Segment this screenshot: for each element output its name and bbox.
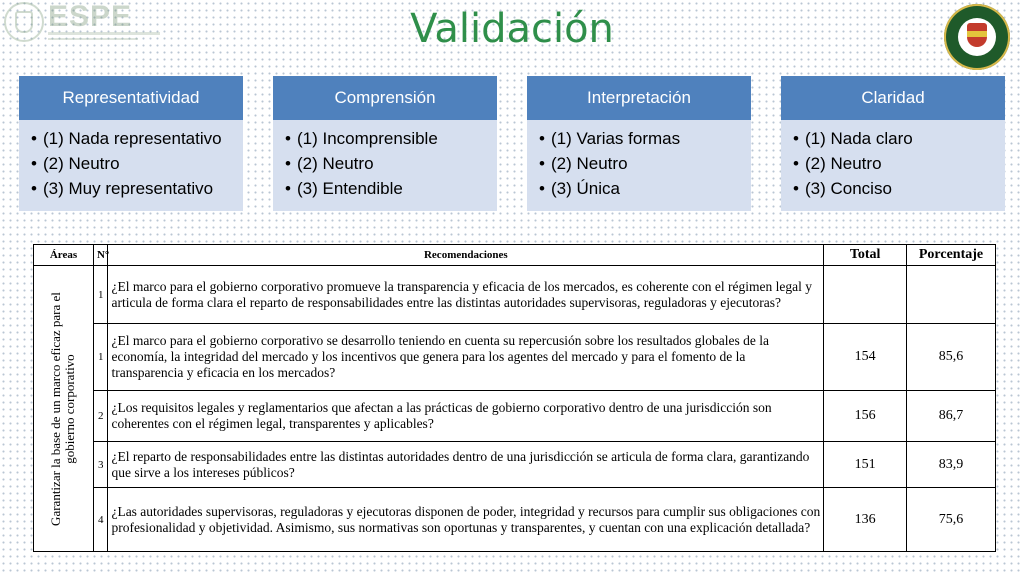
table-row xyxy=(34,324,996,391)
card-title: Representatividad xyxy=(19,76,243,120)
header-porcentaje: Porcentaje xyxy=(907,245,996,266)
table-row xyxy=(34,391,996,442)
header-recomendaciones: Recomendaciones xyxy=(108,245,824,266)
row-recommendation: ¿Las autoridades supervisoras, reguladoras y ejecutoras disponen de poder, integridad y recursos para cumplir sus obligaciones con profesionalidad y objetividad. Asimismo, sus normativas son oportunas y transparentes, y cuentan con una explicación detallada? xyxy=(108,488,824,552)
card-item: • (3) Única xyxy=(539,179,620,198)
row-percentage xyxy=(907,266,996,324)
card-item: • (1) Incomprensible xyxy=(285,129,438,148)
card-item: • (3) Entendible xyxy=(285,179,403,198)
area-cell xyxy=(34,266,94,552)
card-list xyxy=(273,120,497,201)
row-total: 136 xyxy=(824,488,907,552)
row-recommendation: ¿El marco para el gobierno corporativo se desarrollo teniendo en cuenta su repercusión sobre los resultados globales de la economía, la integridad del mercado y los incentivos que genera para los agentes del mercado y para el fomento de la transparencia y eficacia en los mercados? xyxy=(108,324,824,391)
card-list xyxy=(527,120,751,201)
card-interpretacion xyxy=(527,76,751,211)
card-list xyxy=(19,120,243,201)
area-label: Garantizar la base de un marco eficaz para el gobierno corporativo xyxy=(48,291,78,526)
card-item: • (2) Neutro xyxy=(285,154,374,173)
card-claridad xyxy=(781,76,1005,211)
table-row xyxy=(34,488,996,552)
card-comprension xyxy=(273,76,497,211)
row-total: 154 xyxy=(824,324,907,391)
recommendations-table xyxy=(33,244,996,552)
logo-text: ESPE xyxy=(48,0,133,33)
header-areas: Áreas xyxy=(34,245,94,266)
card-title: Claridad xyxy=(781,76,1005,120)
row-total: 151 xyxy=(824,442,907,488)
row-percentage: 83,9 xyxy=(907,442,996,488)
card-representatividad xyxy=(19,76,243,211)
university-seal-icon xyxy=(944,4,1010,70)
row-number: 4 xyxy=(93,488,107,552)
row-number: 1 xyxy=(93,324,107,391)
row-number: 3 xyxy=(93,442,107,488)
row-number: 2 xyxy=(93,391,107,442)
row-recommendation: ¿Los requisitos legales y reglamentarios que afectan a las prácticas de gobierno corporativo dentro de una jurisdicción son coherentes con el régimen legal, transparentes y aplicables? xyxy=(108,391,824,442)
table-header-row xyxy=(34,245,996,266)
card-item: • (1) Nada representativo xyxy=(31,129,222,148)
row-percentage: 86,7 xyxy=(907,391,996,442)
card-item: • (2) Neutro xyxy=(539,154,628,173)
row-number: 1 xyxy=(93,266,107,324)
card-title: Interpretación xyxy=(527,76,751,120)
card-item: • (2) Neutro xyxy=(31,154,120,173)
card-title: Comprensión xyxy=(273,76,497,120)
card-item: • (2) Neutro xyxy=(793,154,882,173)
card-item: • (1) Nada claro xyxy=(793,129,913,148)
row-total xyxy=(824,266,907,324)
table-row xyxy=(34,442,996,488)
row-recommendation: ¿El marco para el gobierno corporativo promueve la transparencia y eficacia de los mercados, es coherente con el régimen legal y articula de forma clara el reparto de responsabilidades entre las distintas autoridades supervisoras, reguladoras y ejecutoras? xyxy=(108,266,824,324)
row-percentage: 75,6 xyxy=(907,488,996,552)
table-row xyxy=(34,266,996,324)
card-item: • (3) Muy representativo xyxy=(31,179,214,198)
card-item: • (3) Conciso xyxy=(793,179,892,198)
header-total: Total xyxy=(824,245,907,266)
page-title: Validación xyxy=(410,6,614,52)
row-percentage: 85,6 xyxy=(907,324,996,391)
card-item: • (1) Varias formas xyxy=(539,129,681,148)
header-num: N° xyxy=(93,245,107,266)
row-recommendation: ¿El reparto de responsabilidades entre las distintas autoridades dentro de una jurisdicción se articula de forma clara, garantizando que sirve a los intereses públicos? xyxy=(108,442,824,488)
card-list xyxy=(781,120,1005,201)
row-total: 156 xyxy=(824,391,907,442)
